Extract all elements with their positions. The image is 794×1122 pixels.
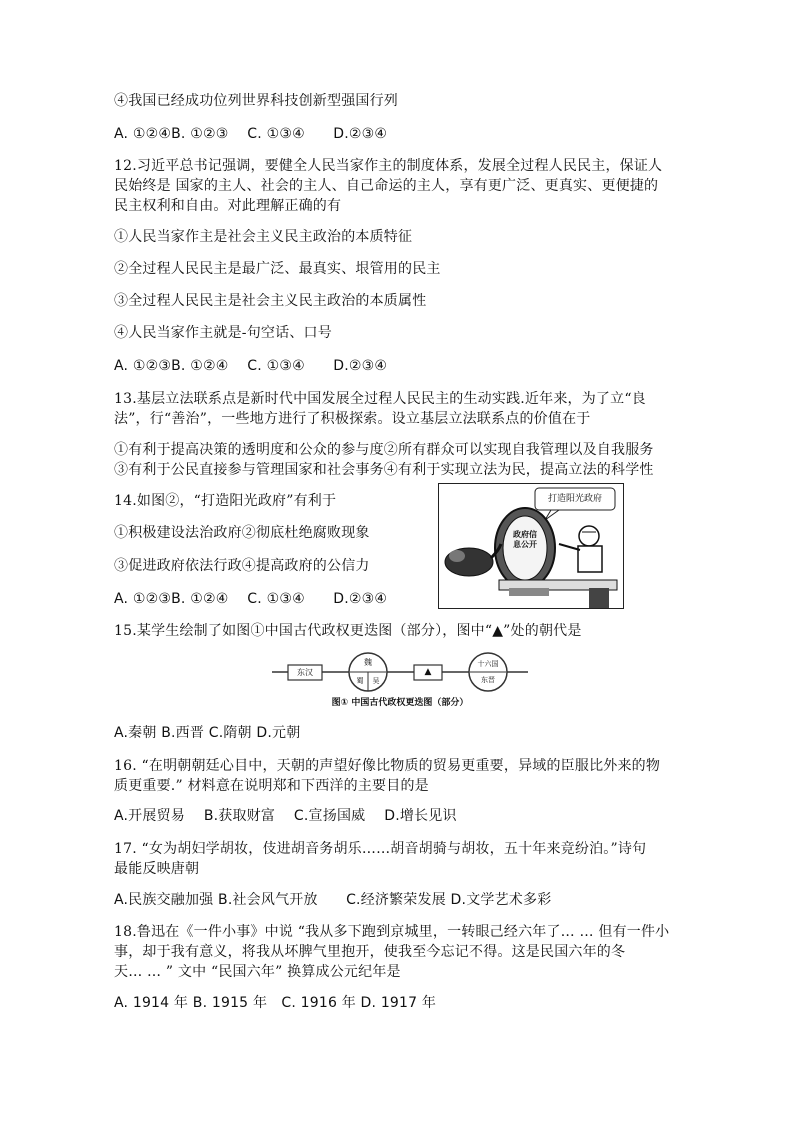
- q18-stem-line2: 事，却于我有意义，将我从坏脾气里抱开，使我至今忘记不得。这是民国六年的冬: [114, 944, 626, 960]
- figure-1-caption: 图① 中国古代政权更迭图（部分）: [331, 698, 469, 708]
- timeline-triangle-marker: ▲: [424, 667, 432, 677]
- q15-answer-choices[interactable]: A.秦朝 B.西晋 C.隋朝 D.元朝: [114, 725, 301, 741]
- q12-option-3: ③全过程人民民主是社会主义民主政治的本质属性: [114, 293, 427, 309]
- q17-stem-line2: 最能反映唐朝: [114, 861, 200, 877]
- cartoon-monitor-text: 政府信息公开: [513, 530, 537, 549]
- q13-options-line1: ①有利于提高决策的透明度和公众的参与度②所有群众可以实现自我管理以及自我服务: [114, 442, 654, 458]
- figure-1-timeline: [272, 652, 528, 714]
- q12-stem-line1: 12.习近平总书记强调，要健全人民当家作主的制度体系，发展全过程人民民主，保证人: [114, 158, 663, 174]
- q16-stem-line2: 质更重要.” 材料意在说明郑和下西洋的主要目的是: [114, 778, 429, 794]
- q12-answer-choices[interactable]: A. ①②③B. ①②④ C. ①③④ D.②③④: [114, 358, 388, 374]
- timeline-wei: 魏: [364, 658, 372, 667]
- q14-answer-choices[interactable]: A. ①②③B. ①②④ C. ①③④ D.②③④: [114, 591, 388, 607]
- q14-options-line2: ③促进政府依法行政④提高政府的公信力: [114, 558, 370, 574]
- timeline-donghan: 东汉: [297, 668, 313, 677]
- q17-stem-line1: 17. “女为胡妇学胡妆，伎进胡音务胡乐……胡音胡骑与胡妆，五十年来竞纷泊。”诗句: [114, 841, 647, 857]
- q12-stem-line2: 民始终是 国家的主人、社会的主人、自己命运的主人，享有更广泛、更真实、更便捷的: [114, 178, 659, 194]
- q13-stem-line2: 法”，行“善治”，一些地方进行了积极探索。设立基层立法联系点的价值在于: [114, 411, 591, 427]
- q13-options-line2: ③有利于公民直接参与管理国家和社会事务④有利于实现立法为民，提高立法的科学性: [114, 462, 654, 478]
- timeline-wu: 吴: [372, 677, 380, 685]
- q12-stem-line3: 民主权利和自由。对此理解正确的有: [114, 198, 342, 214]
- q17-answer-choices[interactable]: A.民族交融加强 B.社会风气开放 C.经济繁荣发展 D.文学艺术多彩: [114, 892, 552, 908]
- q16-answer-choices[interactable]: A.开展贸易 B.获取财富 C.宣扬国威 D.增长见识: [114, 808, 457, 824]
- q18-stem-line1: 18.鲁迅在《一件小事》中说 “我从多下跑到京城里，一转眼己经六年了… … 但有一件小: [114, 924, 670, 940]
- figure-2-cartoon: [438, 483, 624, 609]
- cartoon-bubble-text: 打造阳光政府: [547, 494, 602, 504]
- q14-stem: 14.如图②，“打造阳光政府”有利于: [114, 493, 337, 509]
- q14-options-line1: ①积极建设法治政府②彻底杜绝腐败现象: [114, 525, 370, 541]
- q12-option-1: ①人民当家作主是社会主义民主政治的本质特征: [114, 229, 413, 245]
- timeline-shu: 蜀: [356, 677, 364, 685]
- q18-stem-line3: 天… … ” 文中 “民国六年” 换算成公元纪年是: [114, 964, 401, 980]
- q18-answer-choices[interactable]: A. 1914 年 B. 1915 年 C. 1916 年 D. 1917 年: [114, 995, 437, 1011]
- timeline-dongjin: 东晋: [481, 676, 495, 684]
- q12-option-2: ②全过程人民民主是最广泛、最真实、垠管用的民主: [114, 261, 441, 277]
- q15-stem: 15.某学生绘制了如图①中国古代政权更迭图（部分），图中“▲”处的朝代是: [114, 623, 582, 639]
- q11-answer-choices[interactable]: A. ①②④B. ①②③ C. ①③④ D.②③④: [114, 126, 388, 142]
- timeline-sixteen-kingdoms: 十六国: [477, 660, 499, 668]
- q11-option-4: ④我国已经成功位列世界科技创新型强国行列: [114, 93, 398, 109]
- q13-stem-line1: 13.基层立法联系点是新时代中国发展全过程人民民主的生动实践.近年来，为了立“良: [114, 391, 646, 407]
- q16-stem-line1: 16. “在明朝朝廷心目中，天朝的声望好像比物质的贸易更重要，异域的臣服比外来的物: [114, 758, 661, 774]
- q12-option-4: ④人民当家作主就是-句空话、口号: [114, 325, 332, 341]
